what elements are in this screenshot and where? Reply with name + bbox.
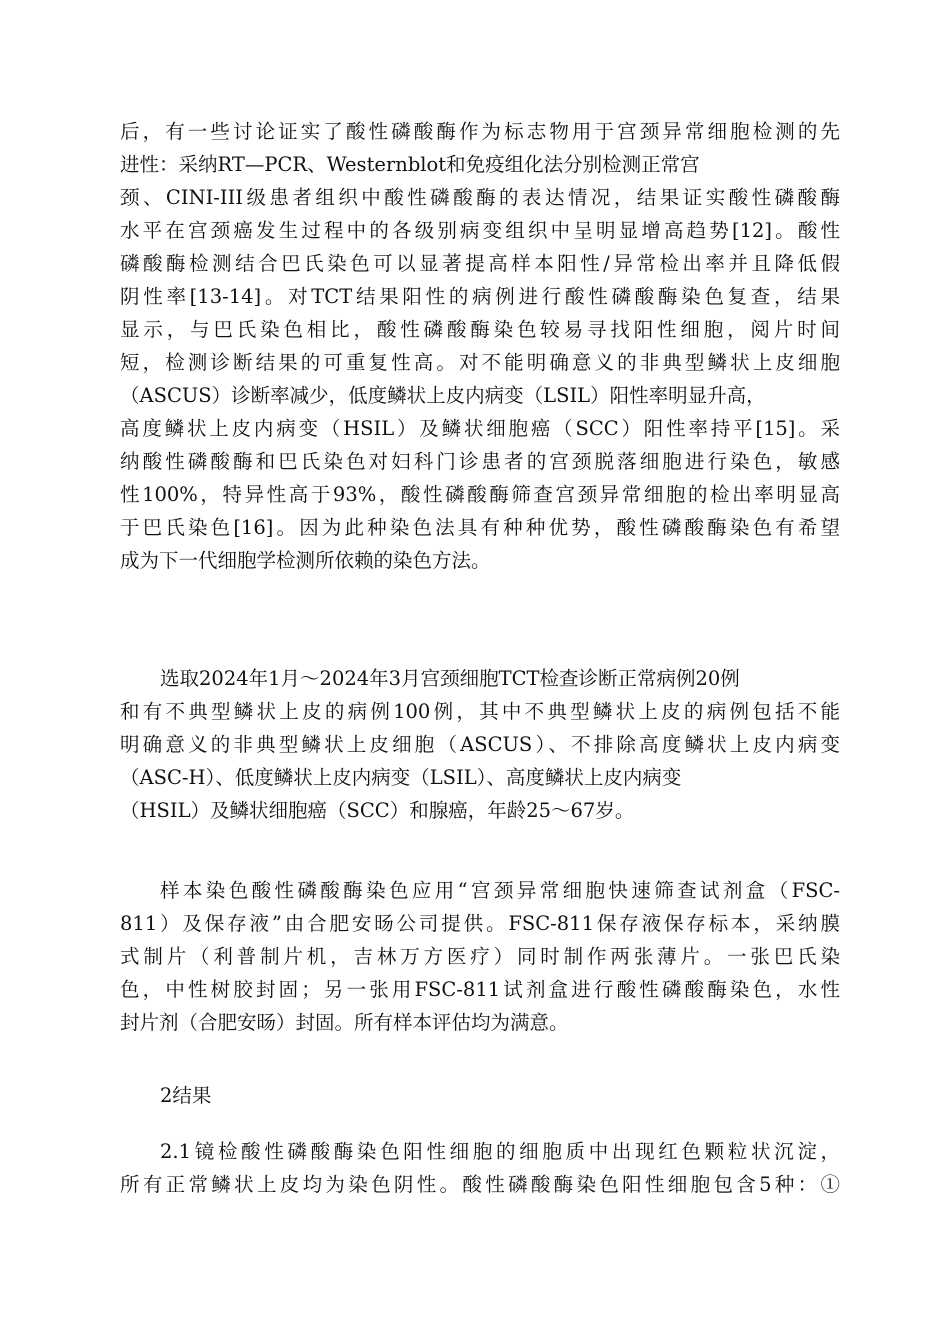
text-line: 性100%，特异性高于93%，酸性磷酸酶筛查宫颈异常细胞的检出率明显高 <box>120 483 840 506</box>
section-heading-results <box>120 1079 840 1112</box>
text-line: （ASC-H）、低度鳞状上皮内病变（LSIL）、高度鳞状上皮内病变 <box>120 766 682 789</box>
text-line: 成为下一代细胞学检测所依赖的染色方法。 <box>120 549 491 572</box>
paragraph-intro-continued <box>120 115 840 577</box>
text-line: 2结果 <box>160 1084 212 1107</box>
text-line: 和有不典型鳞状上皮的病例100例，其中不典型鳞状上皮的病例包括不能 <box>120 700 840 723</box>
text-line: 2.1镜检酸性磷酸酶染色阳性细胞的细胞质中出现红色颗粒状沉淀， <box>160 1140 840 1163</box>
text-line: 颈、CINI-III级患者组织中酸性磷酸酶的表达情况，结果证实酸性磷酸酶 <box>120 186 840 209</box>
text-line: 阴性率[13-14]。对TCT结果阳性的病例进行酸性磷酸酶染色复查，结果 <box>120 285 840 308</box>
text-line: 811）及保存液”由合肥安旸公司提供。FSC-811保存液保存标本，采纳膜 <box>120 912 840 935</box>
text-line: 式制片（利普制片机，吉林万方医疗）同时制作两张薄片。一张巴氏染 <box>120 945 840 968</box>
text-line: 色，中性树胶封固；另一张用FSC-811试剂盒进行酸性磷酸酶染色，水性 <box>120 978 840 1001</box>
text-line: 短，检测诊断结果的可重复性高。对不能明确意义的非典型鳞状上皮细胞 <box>120 351 840 374</box>
paragraph-results-2-1 <box>120 1135 840 1201</box>
text-line: 样本染色酸性磷酸酶染色应用“宫颈异常细胞快速筛查试剂盒（FSC- <box>160 879 840 902</box>
text-line: 后，有一些讨论证实了酸性磷酸酶作为标志物用于宫颈异常细胞检测的先 <box>120 120 840 143</box>
text-line: （ASCUS）诊断率减少，低度鳞状上皮内病变（LSIL）阳性率明显升高， <box>120 384 766 407</box>
text-line: （HSIL）及鳞状细胞癌（SCC）和腺癌，年龄25～67岁。 <box>120 799 635 822</box>
text-line: 纳酸性磷酸酶和巴氏染色对妇科门诊患者的宫颈脱落细胞进行染色，敏感 <box>120 450 840 473</box>
text-line: 所有正常鳞状上皮均为染色阴性。酸性磷酸酶染色阳性细胞包含5种：① <box>120 1173 840 1196</box>
text-line: 选取2024年1月～2024年3月宫颈细胞TCT检查诊断正常病例20例 <box>160 667 740 690</box>
text-line: 于巴氏染色[16]。因为此种染色法具有种种优势，酸性磷酸酶染色有希望 <box>120 516 840 539</box>
paragraph-staining-method <box>120 874 840 1039</box>
text-line: 高度鳞状上皮内病变（HSIL）及鳞状细胞癌（SCC）阳性率持平[15]。采 <box>120 417 840 440</box>
text-line: 封片剂（合肥安旸）封固。所有样本评估均为满意。 <box>120 1011 569 1034</box>
text-line: 显示，与巴氏染色相比，酸性磷酸酶染色较易寻找阳性细胞，阅片时间 <box>120 318 840 341</box>
text-line: 水平在宫颈癌发生过程中的各级别病变组织中呈明显增高趋势[12]。酸性 <box>120 219 840 242</box>
paragraph-case-selection <box>120 662 840 827</box>
text-line: 磷酸酶检测结合巴氏染色可以显著提高样本阳性/异常检出率并且降低假 <box>120 252 840 275</box>
text-line: 明确意义的非典型鳞状上皮细胞（ASCUS）、不排除高度鳞状上皮内病变 <box>120 733 840 756</box>
text-line: 进性：采纳RT—PCR、Westernblot和免疫组化法分别检测正常宫 <box>120 153 700 176</box>
